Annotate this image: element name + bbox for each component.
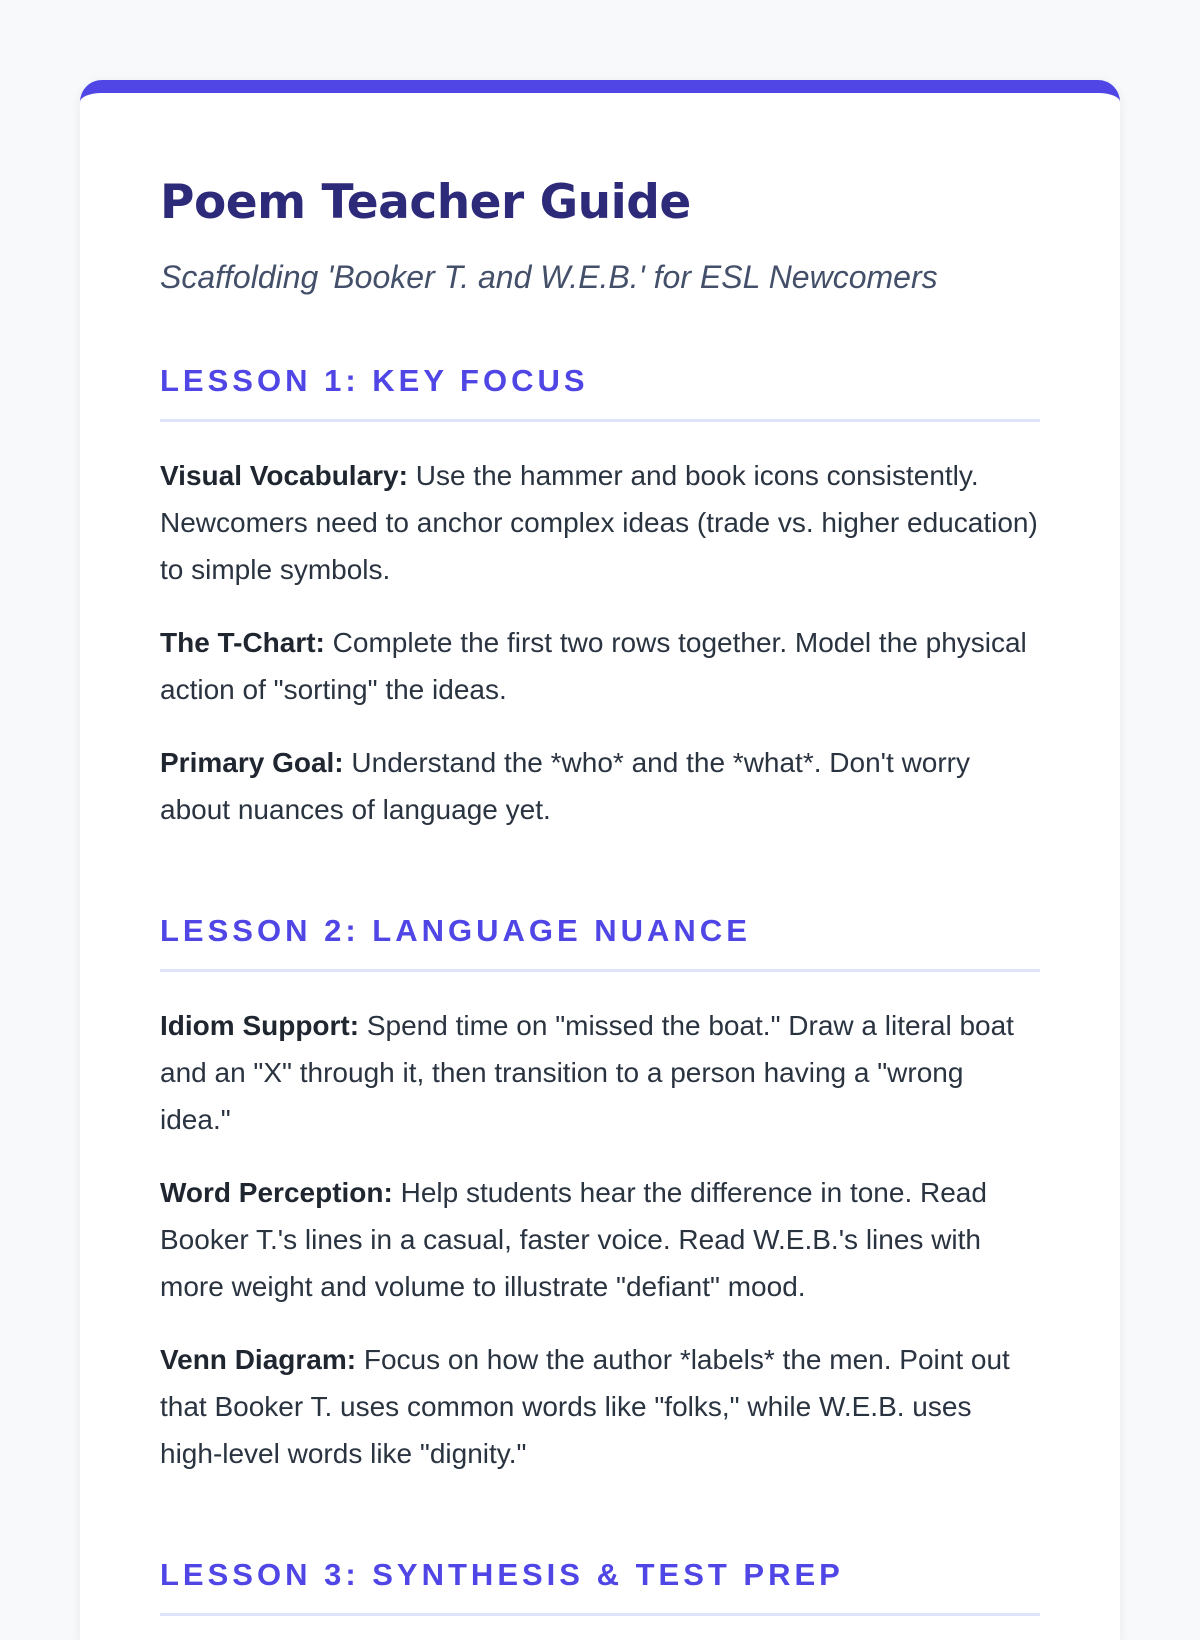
guide-item-text: Focus on how the author *labels* the men. Point out that Booker T. uses common words like "folks," while W.E.B. uses high-level words like "dignity." [160, 1344, 1010, 1469]
guide-item-term: Visual Vocabulary: [160, 460, 408, 491]
guide-item-term: Idiom Support: [160, 1010, 360, 1041]
guide-item-term: Word Perception: [160, 1177, 393, 1208]
section-heading: LESSON 2: LANGUAGE NUANCE [160, 909, 1040, 972]
guide-item-text: Help students hear the difference in tone. Read Booker T.'s lines in a casual, faster voice. Read W.E.B.'s lines with more weight and volume to illustrate "defiant" mood. [160, 1177, 987, 1302]
guide-item [160, 1169, 1040, 1310]
page-title: Poem Teacher Guide [160, 175, 691, 230]
page-subtitle: Scaffolding 'Booker T. and W.E.B.' for ESL Newcomers [160, 259, 938, 295]
section-lesson-3 [160, 1553, 1040, 1616]
guide-item-term: The T-Chart: [160, 627, 325, 658]
guide-item [160, 619, 1040, 713]
guide-item [160, 1336, 1040, 1477]
section-lesson-1 [160, 359, 1040, 833]
section-heading: LESSON 3: SYNTHESIS & TEST PREP [160, 1553, 1040, 1616]
section-heading: LESSON 1: KEY FOCUS [160, 359, 1040, 422]
teacher-guide-card [80, 80, 1120, 1640]
guide-item-text: Use the hammer and book icons consistently. Newcomers need to anchor complex ideas (trade vs. higher education) to simple symbols. [160, 460, 1038, 585]
guide-item-text: Spend time on "missed the boat." Draw a literal boat and an "X" through it, then transition to a person having a "wrong idea." [160, 1010, 1014, 1135]
section-lesson-2 [160, 909, 1040, 1477]
guide-content [80, 93, 1120, 1616]
guide-item [160, 452, 1040, 593]
guide-item-term: Venn Diagram: [160, 1344, 357, 1375]
guide-item-text: Understand the *who* and the *what*. Don't worry about nuances of language yet. [160, 747, 971, 825]
guide-item-text: Complete the first two rows together. Model the physical action of "sorting" the ideas. [160, 627, 1027, 705]
guide-item [160, 1002, 1040, 1143]
guide-item [160, 739, 1040, 833]
guide-item-term: Primary Goal: [160, 747, 344, 778]
